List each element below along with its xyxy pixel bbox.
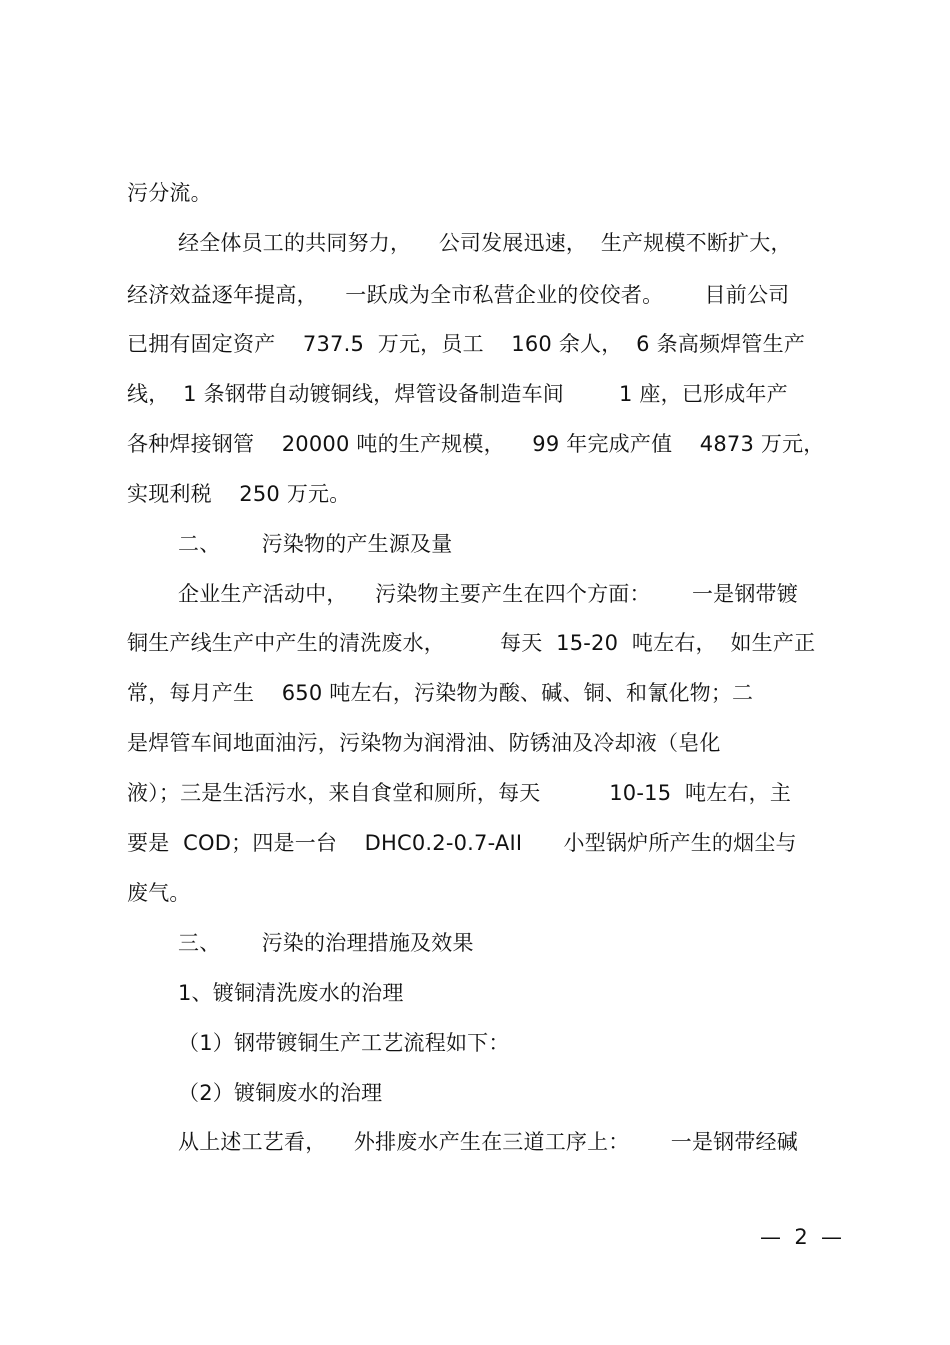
subsection-heading: 1、镀铜清洗废水的治理: [178, 981, 404, 1005]
text-line: 已拥有固定资产 737.5 万元，员工 160 余人， 6 条高频焊管生产: [127, 332, 806, 356]
text-line: 线， 1 条钢带自动镀铜线，焊管设备制造车间 1 座，已形成年产: [127, 382, 788, 406]
text-line: 企业生产活动中， 污染物主要产生在四个方面： 一是钢带镀: [178, 582, 798, 606]
text-line: 废气。: [127, 881, 191, 905]
text-line: 各种焊接钢管 20000 吨的生产规模， 99 年完成产值 4873 万元，: [127, 432, 825, 456]
text-line: 是焊管车间地面油污，污染物为润滑油、防锈油及冷却液（皂化: [127, 731, 721, 755]
text-line: 铜生产线生产中产生的清洗废水， 每天 15-20 吨左右， 如生产正: [127, 631, 816, 655]
text-line: 实现利税 250 万元。: [127, 482, 351, 506]
text-line: 常，每月产生 650 吨左右，污染物为酸、碱、铜、和氰化物；二: [127, 681, 754, 705]
text-line: 要是 COD；四是一台 DHC0.2-0.7-AII 小型锅炉所产生的烟尘与: [127, 831, 797, 855]
text-line: 从上述工艺看， 外排废水产生在三道工序上： 一是钢带经碱: [178, 1130, 798, 1154]
subsection-item: （2）镀铜废水的治理: [178, 1081, 383, 1105]
text-line: 污分流。: [127, 181, 212, 205]
page-number: — 2 —: [760, 1225, 843, 1249]
section-heading: 三、 污染的治理措施及效果: [178, 931, 474, 955]
section-heading: 二、 污染物的产生源及量: [178, 532, 453, 556]
text-line: 经全体员工的共同努力， 公司发展迅速， 生产规模不断扩大，: [178, 231, 792, 255]
text-line: 液）；三是生活污水，来自食堂和厕所，每天 10-15 吨左右，主: [127, 781, 792, 805]
text-line: 经济效益逐年提高， 一跃成为全市私营企业的佼佼者。 目前公司: [127, 283, 790, 307]
subsection-item: （1）钢带镀铜生产工艺流程如下：: [178, 1031, 510, 1055]
